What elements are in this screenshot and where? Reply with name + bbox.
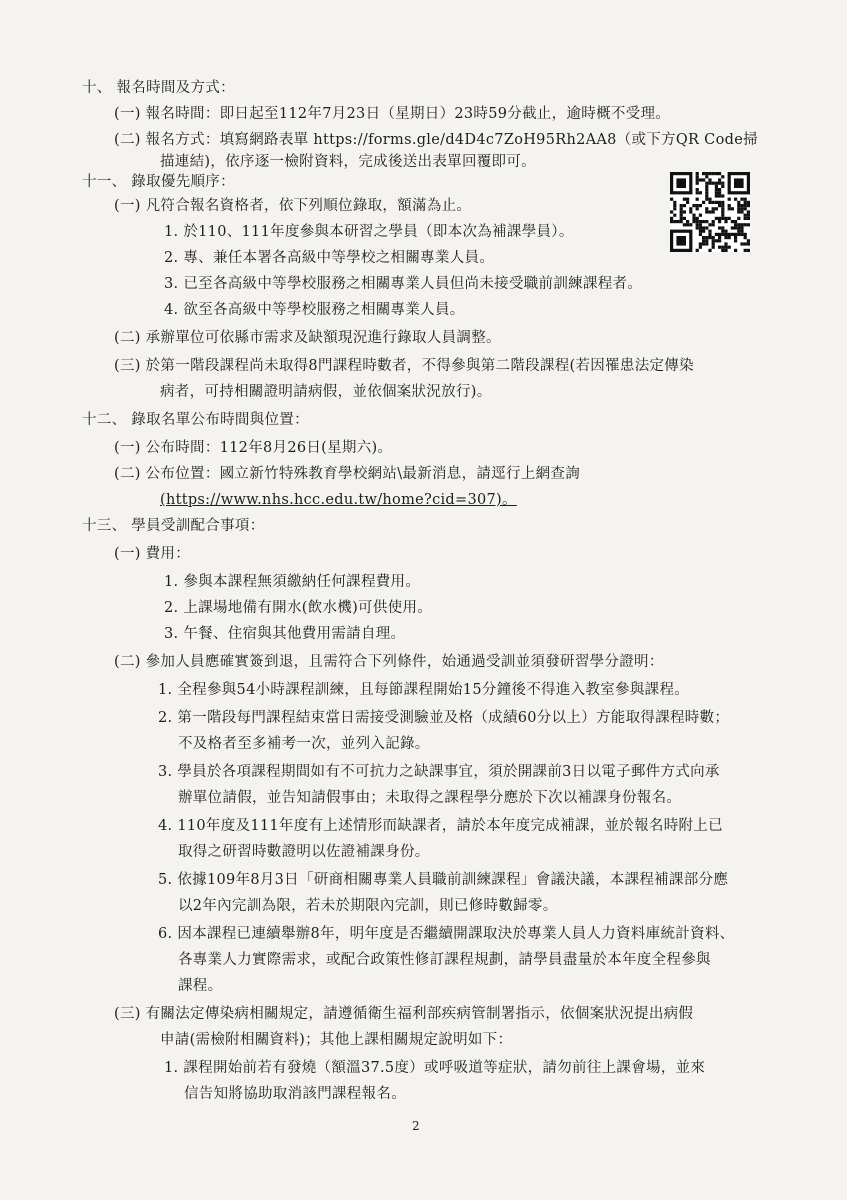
- s10-registration-method: (二) 報名方式：填寫網路表單 https://forms.gle/d4D4c7ZoH95Rh2AA8（或下方QR Code掃: [114, 132, 758, 148]
- s13-att-2: 2. 第一階段每門課程結束當日需接受測驗並及格（成績60分以上）方能取得課程時數；: [158, 710, 730, 726]
- s13-att-2-cont: 不及格者至多補考一次，並列入記錄。: [178, 736, 430, 752]
- s13-att-6-cont2: 課程。: [178, 978, 223, 994]
- s13-disease-rule-cont: 申請(需檢附相關資料)；其他上課相關規定說明如下：: [160, 1032, 513, 1048]
- s13-att-3: 3. 學員於各項課程期間如有不可抗力之缺課事宜，須於開課前3日以電子郵件方式向承: [158, 764, 720, 780]
- s13-att-4-cont: 取得之研習時數證明以佐證補課身份。: [178, 844, 430, 860]
- s13-att-6: 6. 因本課程已連續舉辦8年，明年度是否繼續開課取決於專業人員人力資料庫統計資料、: [158, 926, 735, 942]
- qr-code-icon[interactable]: [670, 172, 750, 252]
- s11-stage-rule: (三) 於第一階段課程尚未取得8門課程時數者，不得參與第二階段課程(若因罹患法定傳染: [114, 358, 694, 374]
- section-12-title: 十二、 錄取名單公布時間與位置：: [82, 412, 309, 428]
- s10-registration-method-cont: 描連結)，依序逐一檢附資料，完成後送出表單回覆即可。: [160, 154, 536, 170]
- s11-admission-order: (一) 凡符合報名資格者，依下列順位錄取，額滿為止。: [114, 198, 472, 214]
- s11-priority-3: 3. 已至各高級中等學校服務之相關專業人員但尚未接受職前訓練課程者。: [164, 276, 643, 292]
- s13-fee-title: (一) 費用：: [114, 546, 191, 562]
- s13-disease-rule: (三) 有關法定傳染病相關規定，請遵循衛生福利部疾病管制署指示，依個案狀況提出病假: [114, 1006, 694, 1022]
- s13-att-6-cont: 各專業人力實際需求，或配合政策性修訂課程規劃，請學員盡量於本年度全程參與: [178, 952, 711, 968]
- section-11-title: 十一、 錄取優先順序：: [82, 174, 235, 190]
- s12-announce-time: (一) 公布時間：112年8月26日(星期六)。: [114, 440, 393, 456]
- s13-disease-1: 1. 課程開始前若有發燒（額溫37.5度）或呼吸道等症狀，請勿前往上課會場，並來: [164, 1060, 706, 1076]
- s13-att-1: 1. 全程參與54小時課程訓練，且每節課程開始15分鐘後不得進入教室參與課程。: [158, 682, 690, 698]
- s11-stage-rule-cont: 病者，可持相關證明請病假，並依個案狀況放行)。: [160, 384, 492, 400]
- s11-adjustment: (二) 承辦單位可依縣市需求及缺額現況進行錄取人員調整。: [114, 330, 501, 346]
- s10-registration-time: (一) 報名時間：即日起至112年7月23日（星期日）23時59分截止，逾時概不受理。: [114, 106, 671, 122]
- section-13-title: 十三、 學員受訓配合事項：: [82, 518, 265, 534]
- s13-fee-1: 1. 參與本課程無須繳納任何課程費用。: [164, 574, 421, 590]
- s13-att-5: 5. 依據109年8月3日「研商相關專業人員職前訓練課程」會議決議，本課程補課部分應: [158, 872, 729, 888]
- s11-priority-2: 2. 專、兼任本署各高級中等學校之相關專業人員。: [164, 250, 495, 266]
- page-number: 2: [412, 1119, 420, 1133]
- s13-fee-3: 3. 午餐、住宿與其他費用需請自理。: [164, 626, 406, 642]
- s11-priority-1: 1. 於110、111年度參與本研習之學員（即本次為補課學員）。: [164, 224, 574, 240]
- s12-announce-url[interactable]: (https://www.nhs.hcc.edu.tw/home?cid=307)。: [160, 492, 517, 508]
- s13-att-5-cont: 以2年內完訓為限，若未於期限內完訓，則已修時數歸零。: [178, 898, 558, 914]
- section-10-title: 十、 報名時間及方式：: [82, 80, 235, 96]
- s13-att-3-cont: 辦單位請假，並告知請假事由；未取得之課程學分應於下次以補課身份報名。: [178, 790, 682, 806]
- s11-priority-4: 4. 欲至各高級中等學校服務之相關專業人員。: [164, 302, 465, 318]
- s13-att-4: 4. 110年度及111年度有上述情形而缺課者，請於本年度完成補課，並於報名時附上已: [158, 818, 723, 834]
- s12-announce-location: (二) 公布位置：國立新竹特殊教育學校網站\最新消息，請逕行上網查詢: [114, 466, 581, 482]
- s13-attendance-title: (二) 參加人員應確實簽到退，且需符合下列條件，始通過受訓並須發研習學分證明：: [114, 654, 664, 670]
- s13-disease-1-cont: 信告知將協助取消該門課程報名。: [184, 1086, 406, 1102]
- s13-fee-2: 2. 上課場地備有開水(飲水機)可供使用。: [164, 600, 433, 616]
